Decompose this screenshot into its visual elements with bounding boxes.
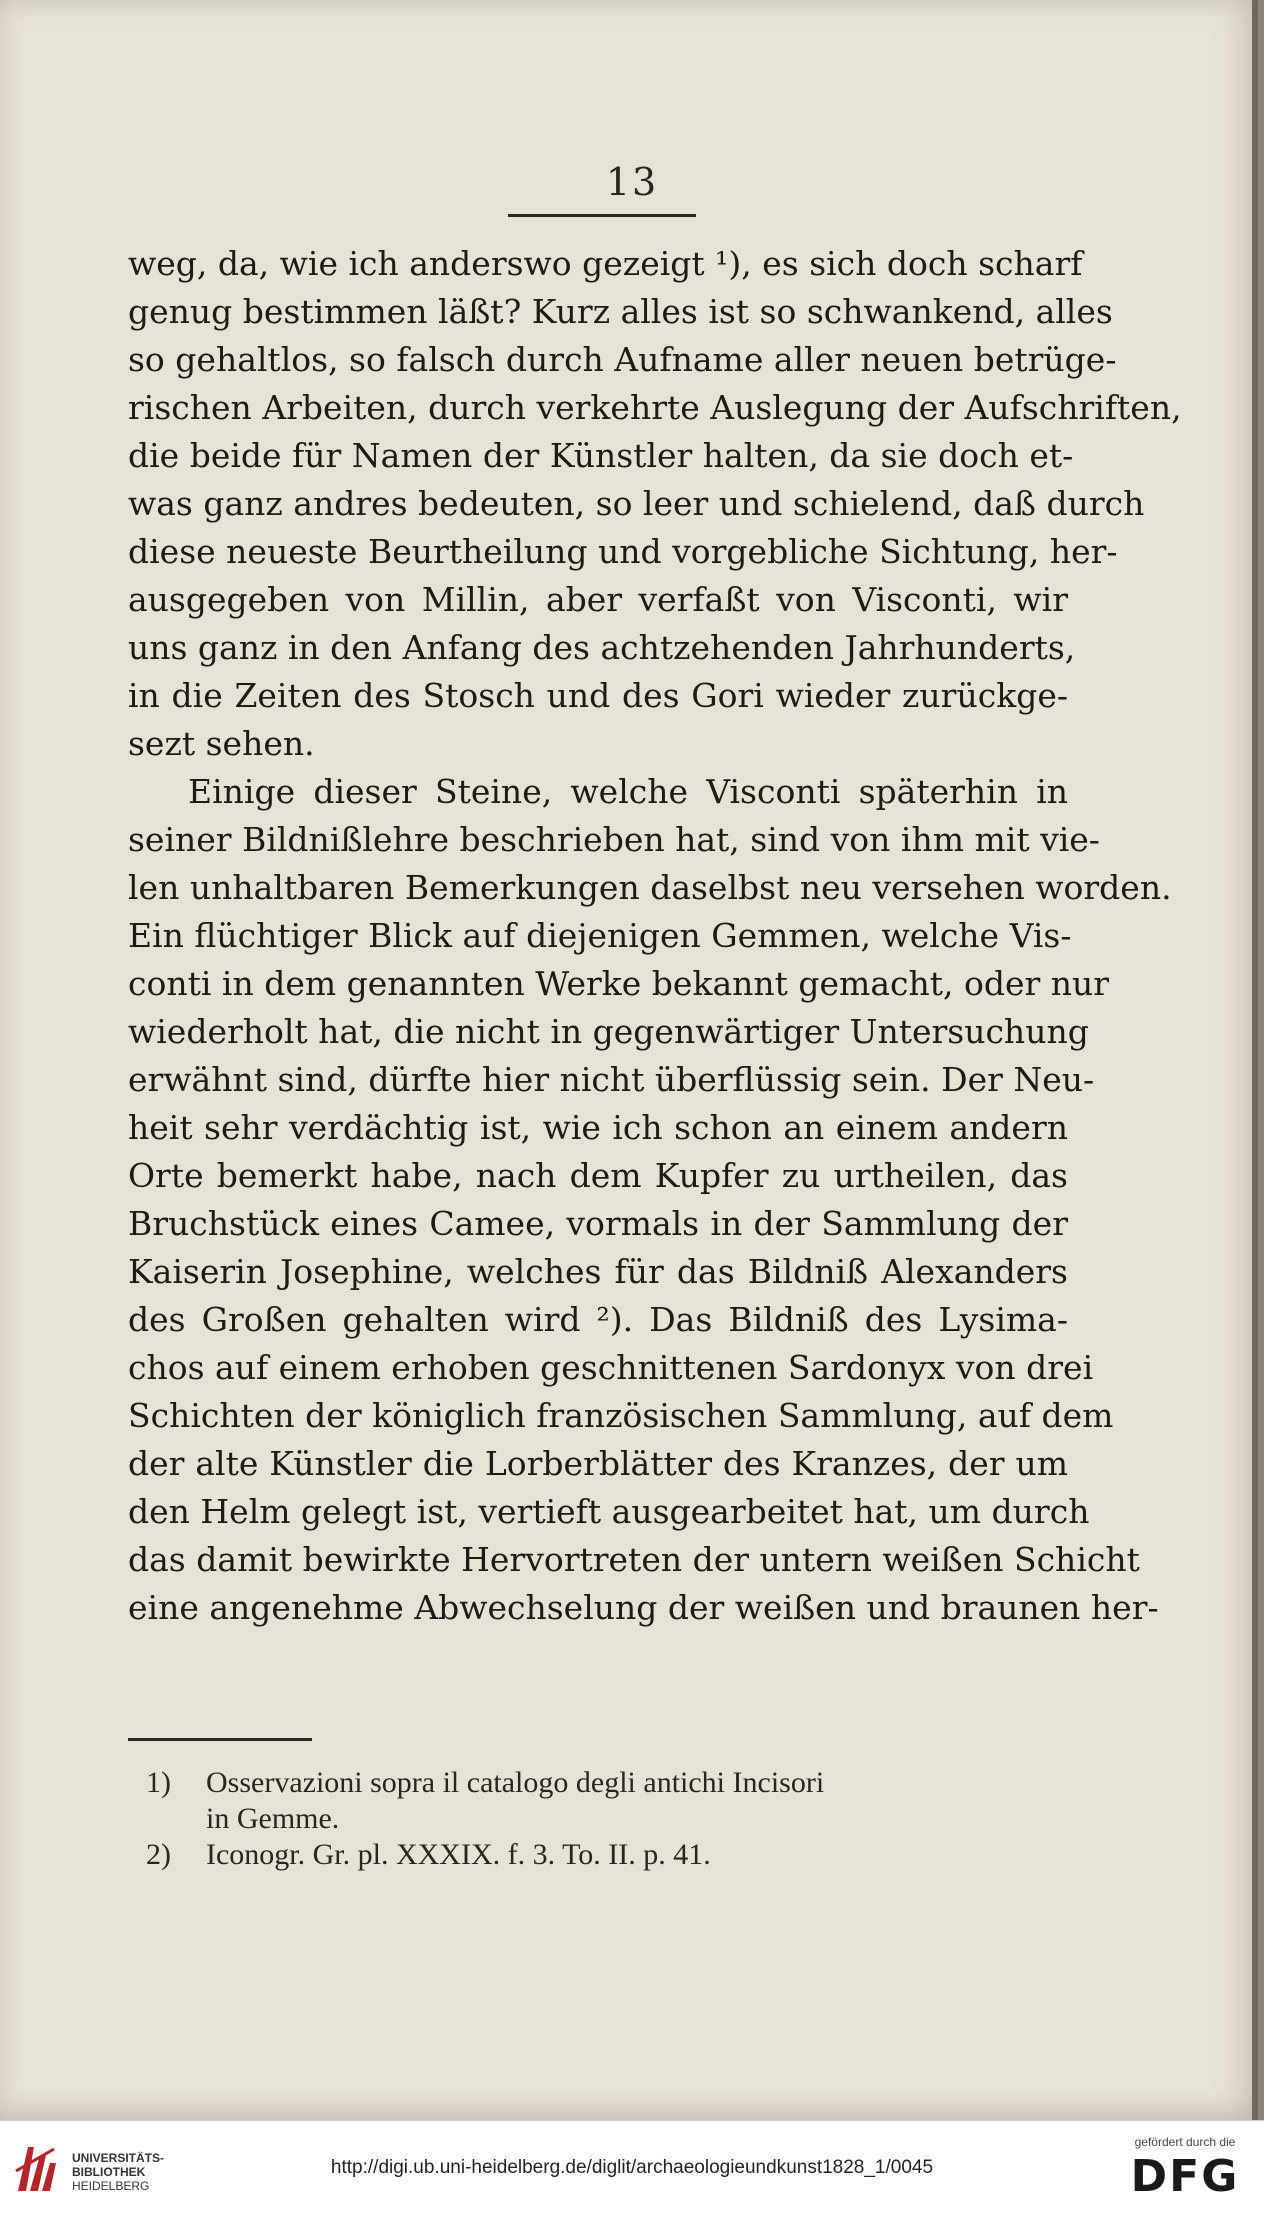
footnote-marker: 1)	[146, 1766, 171, 1799]
footnote-text: Osservazioni sopra il catalogo degli antichi Incisori	[206, 1766, 825, 1799]
page-number: 13	[605, 160, 659, 204]
header-rule	[508, 214, 696, 217]
text-line: sezt sehen.	[128, 724, 315, 763]
text-line: so gehaltlos, so falsch durch Aufname aller neuen betrüge-	[128, 340, 1117, 379]
text-line: conti in dem genannten Werke bekannt gemacht, oder nur	[128, 964, 1110, 1003]
text-line: heit sehr verdächtig ist, wie ich schon an einem andern	[128, 1108, 1068, 1147]
text-line: genug bestimmen läßt? Kurz alles ist so schwankend, alles	[128, 292, 1113, 331]
text-line: des Großen gehalten wird ²). Das Bildniß des Lysima-	[128, 1300, 1068, 1339]
text-line: den Helm gelegt ist, vertieft ausgearbeitet hat, um durch	[128, 1492, 1090, 1531]
text-line: len unhaltbaren Bemerkungen daselbst neu versehen worden.	[128, 868, 1172, 907]
text-line: seiner Bildnißlehre beschrieben hat, sind von ihm mit vie-	[128, 820, 1100, 859]
text-line: erwähnt sind, dürfte hier nicht überflüssig sein. Der Neu-	[128, 1060, 1095, 1099]
footer-bar	[0, 2120, 1264, 2218]
text-line: diese neueste Beurtheilung und vorgebliche Sichtung, her-	[128, 532, 1118, 571]
text-line: ausgegeben von Millin, aber verfaßt von Visconti, wir	[128, 580, 1068, 619]
text-line: weg, da, wie ich anderswo gezeigt ¹), es sich doch scharf	[128, 244, 1083, 283]
funded-by-label: gefördert durch die	[1134, 2135, 1236, 2149]
text-line: wiederholt hat, die nicht in gegenwärtiger Untersuchung	[128, 1012, 1089, 1051]
text-line: die beide für Namen der Künstler halten, da sie doch et-	[128, 436, 1074, 475]
body-text	[128, 240, 1182, 1632]
dfg-logo-icon[interactable]: DFG	[1130, 2151, 1240, 2202]
text-line: Bruchstück eines Camee, vormals in der Sammlung der	[128, 1204, 1068, 1243]
text-line: rischen Arbeiten, durch verkehrte Auslegung der Aufschriften,	[128, 388, 1182, 427]
text-line: Einige dieser Steine, welche Visconti späterhin in	[188, 772, 1068, 811]
text-line: Schichten der königlich französischen Sammlung, auf dem	[128, 1396, 1114, 1435]
text-line: Kaiserin Josephine, welches für das Bildniß Alexanders	[128, 1252, 1068, 1291]
footnote-continuation: in Gemme.	[206, 1802, 340, 1835]
funder-block	[1120, 2135, 1250, 2202]
text-line: das damit bewirkte Hervortreten der untern weißen Schicht	[128, 1540, 1140, 1579]
text-line: Orte bemerkt habe, nach dem Kupfer zu urtheilen, das	[128, 1156, 1068, 1195]
text-line: was ganz andres bedeuten, so leer und schielend, daß durch	[128, 484, 1145, 523]
footnotes	[146, 1765, 1066, 1873]
text-line: der alte Künstler die Lorberblätter des Kranzes, der um	[128, 1444, 1068, 1483]
footnote-marker: 2)	[146, 1838, 171, 1871]
text-line: chos auf einem erhoben geschnittenen Sardonyx von drei	[128, 1348, 1094, 1387]
library-name-line: UNIVERSITÄTS-	[72, 2151, 165, 2165]
library-name-line: HEIDELBERG	[72, 2179, 150, 2193]
footnote-rule	[128, 1738, 312, 1741]
text-line: in die Zeiten des Stosch und des Gori wieder zurückge-	[128, 676, 1068, 715]
source-url-link[interactable]: http://digi.ub.uni-heidelberg.de/diglit/archaeologieundkunst1828_1/0045	[330, 2157, 934, 2178]
page-edge	[1252, 0, 1258, 2120]
footnote-text: Iconogr. Gr. pl. XXXIX. f. 3. To. II. p. 41.	[206, 1838, 711, 1871]
footnote-1	[146, 1765, 1066, 1801]
footnote-2	[146, 1837, 1066, 1873]
text-line: eine angenehme Abwechselung der weißen und braunen her-	[128, 1588, 1159, 1627]
library-name-line: BIBLIOTHEK	[72, 2165, 146, 2179]
text-line: uns ganz in den Anfang des achtzehenden Jahrhunderts,	[128, 628, 1076, 667]
text-line: Ein flüchtiger Blick auf diejenigen Gemmen, welche Vis-	[128, 916, 1072, 955]
